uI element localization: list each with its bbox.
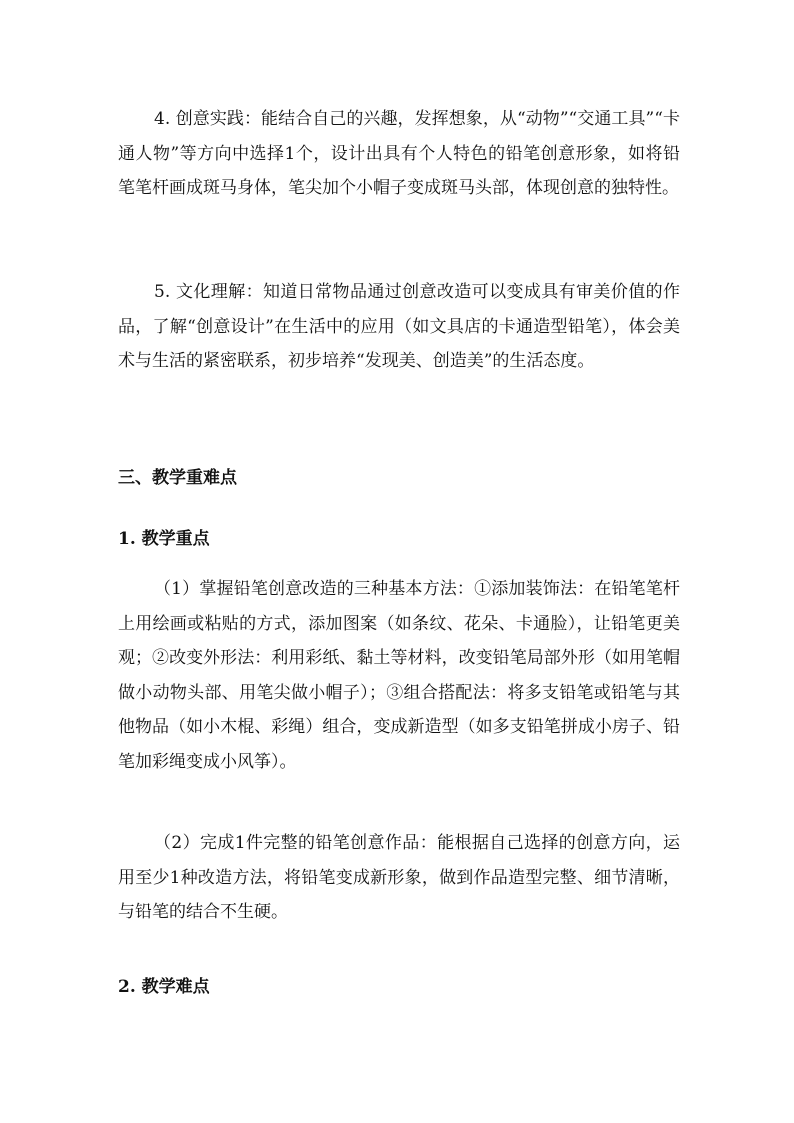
section-heading-key-difficulties: 三、教学重难点 (118, 468, 237, 488)
paragraph-creative-practice: 4. 创意实践：能结合自己的兴趣，发挥想象，从“动物”“交通工具”“卡通人物”等方向中选择1个，设计出具有个人特色的铅笔创意形象，如将铅笔笔杆画成斑马身体，笔尖加个小帽子变成斑马头部，体现创意的独特性。 (118, 109, 680, 198)
paragraph-focus-complete-work: （2）完成1件完整的铅笔创意作品：能根据自己选择的创意方向，运用至少1种改造方法，将铅笔变成新形象，做到作品造型完整、细节清晰，与铅笔的结合不生硬。 (118, 833, 680, 922)
subheading-teaching-difficulty: 2. 教学难点 (118, 977, 210, 997)
paragraph-cultural-understanding: 5. 文化理解：知道日常物品通过创意改造可以变成具有审美价值的作品，了解“创意设计”在生活中的应用（如文具店的卡通造型铅笔），体会美术与生活的紧密联系，初步培养“发现美、创造美”的生活态度。 (118, 282, 680, 371)
paragraph-focus-methods: （1）掌握铅笔创意改造的三种基本方法：①添加装饰法：在铅笔笔杆上用绘画或粘贴的方式，添加图案（如条纹、花朵、卡通脸），让铅笔更美观；②改变外形法：利用彩纸、黏土等材料，改变铅笔局部外形（如用笔帽做小动物头部、用笔尖做小帽子）；③组合搭配法：将多支铅笔或铅笔与其他物品（如小木棍、彩绳）组合，变成新造型（如多支铅笔拼成小房子、铅笔加彩绳变成小风筝）。 (118, 579, 680, 772)
subheading-teaching-focus: 1. 教学重点 (118, 529, 210, 549)
